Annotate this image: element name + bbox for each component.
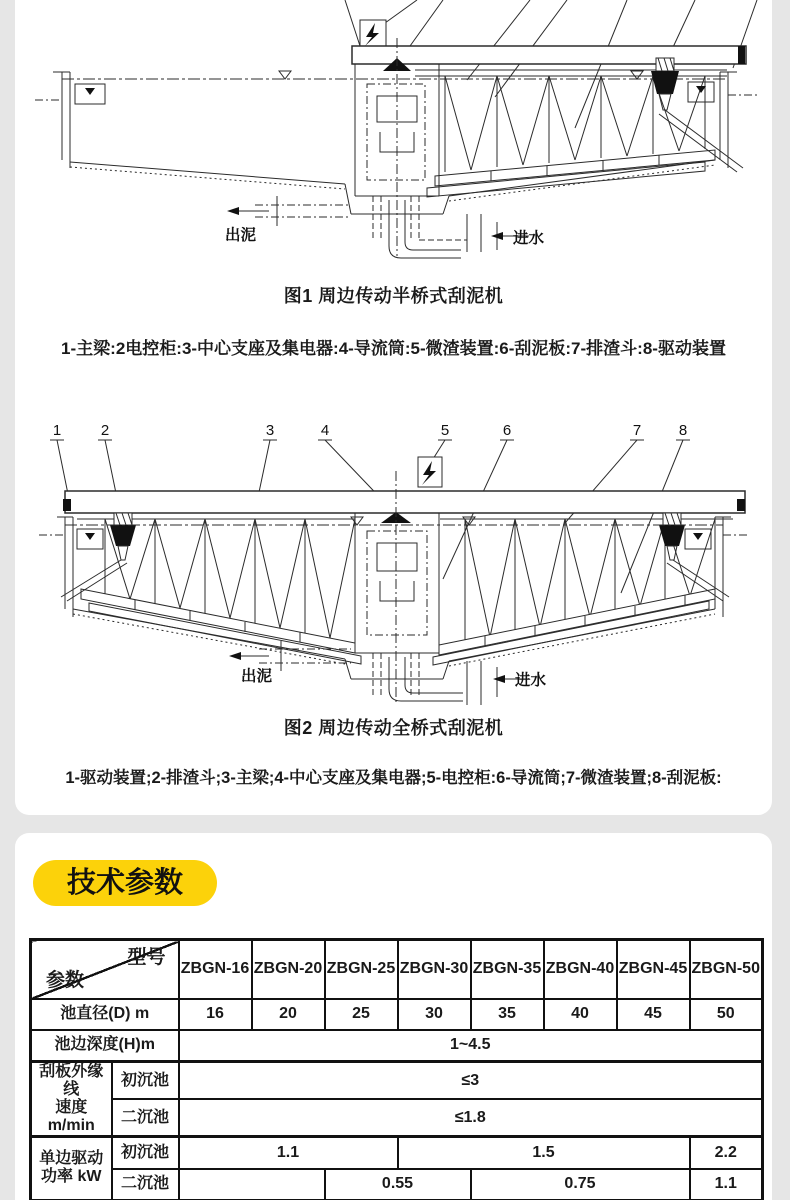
tank-left-wall xyxy=(39,517,103,617)
callout-6: 6 xyxy=(502,422,512,439)
callout-4: 4 xyxy=(320,422,330,439)
power-value: 1.1 xyxy=(690,1169,763,1200)
power-value: 0.55 xyxy=(325,1169,471,1200)
power-group-label xyxy=(31,1136,112,1200)
figure1-drawing xyxy=(15,0,772,272)
figure2-caption: 图2 周边传动全桥式刮泥机 xyxy=(283,718,504,738)
section-title: 技术参数 xyxy=(66,867,183,899)
end-carriage-right xyxy=(737,499,745,511)
power-value: 1.1 xyxy=(179,1136,398,1169)
speed-group-label xyxy=(31,1062,112,1137)
diameter-row xyxy=(31,999,763,1030)
diameter-value: 40 xyxy=(544,999,617,1030)
bridge-beam xyxy=(65,491,745,513)
callout-7: 7 xyxy=(632,422,642,439)
model-header: ZBGN-25 xyxy=(325,940,398,999)
power-value: 0.75 xyxy=(471,1169,690,1200)
figure1-caption: 图1 周边传动半桥式刮泥机 xyxy=(283,286,504,306)
model-header: ZBGN-50 xyxy=(690,940,763,999)
sub-label: 初沉池 xyxy=(112,1136,179,1169)
figure2-drawing xyxy=(15,413,772,711)
spec-table xyxy=(29,938,764,1200)
power-label-line2: 功率 kW xyxy=(41,1168,102,1186)
scraper-blades xyxy=(427,150,715,197)
figure2-leader-lines xyxy=(50,440,690,593)
corner-header-cell xyxy=(31,940,179,999)
end-carriage xyxy=(738,46,745,64)
center-pipes xyxy=(373,196,461,258)
figure1 xyxy=(15,0,772,272)
sludge-out-label: 出泥 xyxy=(225,227,257,244)
depth-value: 1~4.5 xyxy=(179,1030,763,1062)
figure1-legend: 1-主梁:2电控柜:3-中心支座及集电器:4-导流筒:5-微渣装置:6-刮泥板:7-排渣斗:8-驱动装置 xyxy=(61,339,726,358)
power-row-2 xyxy=(31,1169,763,1200)
corner-bottom-label: 参数 xyxy=(46,970,85,992)
diagram-card xyxy=(15,0,772,815)
figure2-legend: 1-驱动装置;2-排渣斗;3-主梁;4-中心支座及集电器;5-电控柜:6-导流筒;7-微渣装置;8-刮泥板: xyxy=(65,769,722,787)
callout-3: 3 xyxy=(265,422,275,439)
callout-5: 5 xyxy=(440,422,450,439)
bridge-beam xyxy=(352,46,746,64)
sludge-out-label: 出泥 xyxy=(241,668,273,685)
diameter-value: 50 xyxy=(690,999,763,1030)
speed-value-primary: ≤3 xyxy=(179,1062,763,1100)
diameter-value: 16 xyxy=(179,999,252,1030)
callout-2: 2 xyxy=(100,422,110,439)
drive-unit-right xyxy=(659,513,729,601)
drive-unit-left xyxy=(61,513,136,601)
sub-label: 二沉池 xyxy=(112,1169,179,1200)
model-header: ZBGN-16 xyxy=(179,940,252,999)
sub-label: 初沉池 xyxy=(112,1062,179,1100)
model-header: ZBGN-40 xyxy=(544,940,617,999)
speed-row-1 xyxy=(31,1062,763,1100)
depth-row xyxy=(31,1030,763,1062)
row-label: 池直径(D) m xyxy=(31,999,179,1030)
speed-row-2 xyxy=(31,1099,763,1136)
power-value: 2.2 xyxy=(690,1136,763,1169)
diameter-value: 35 xyxy=(471,999,544,1030)
callout-1: 1 xyxy=(52,422,62,439)
corner-top-label: 型号 xyxy=(127,947,166,968)
figure2 xyxy=(15,413,772,711)
model-header: ZBGN-30 xyxy=(398,940,471,999)
tank-left-wall xyxy=(35,72,105,168)
table-header-row xyxy=(31,940,763,999)
model-header: ZBGN-45 xyxy=(617,940,690,999)
speed-value-secondary: ≤1.8 xyxy=(179,1099,763,1136)
model-header: ZBGN-20 xyxy=(252,940,325,999)
section-title-badge xyxy=(33,860,217,906)
diameter-value: 30 xyxy=(398,999,471,1030)
row-label: 池边深度(H)m xyxy=(31,1030,179,1062)
power-row-1 xyxy=(31,1136,763,1169)
diameter-value: 25 xyxy=(325,999,398,1030)
sub-label: 二沉池 xyxy=(112,1099,179,1136)
model-header: ZBGN-35 xyxy=(471,940,544,999)
power-label-line1: 单边驱动 xyxy=(39,1150,104,1168)
scraper-blades-left xyxy=(81,589,361,664)
callout-8: 8 xyxy=(678,422,688,439)
power-value-empty xyxy=(179,1169,325,1200)
diameter-value: 20 xyxy=(252,999,325,1030)
power-value: 1.5 xyxy=(398,1136,690,1169)
water-in-label: 进水 xyxy=(515,672,547,689)
end-carriage-left xyxy=(63,499,71,511)
center-column xyxy=(355,513,439,653)
speed-label-line1: 刮板外缘线 xyxy=(39,1063,104,1098)
specs-card xyxy=(15,833,772,1200)
sludge-outlet xyxy=(227,196,351,226)
diameter-value: 45 xyxy=(617,999,690,1030)
water-in-label: 进水 xyxy=(513,230,545,247)
speed-label-line2: 速度 m/min xyxy=(47,1098,95,1134)
scraper-blades-right xyxy=(433,589,715,665)
